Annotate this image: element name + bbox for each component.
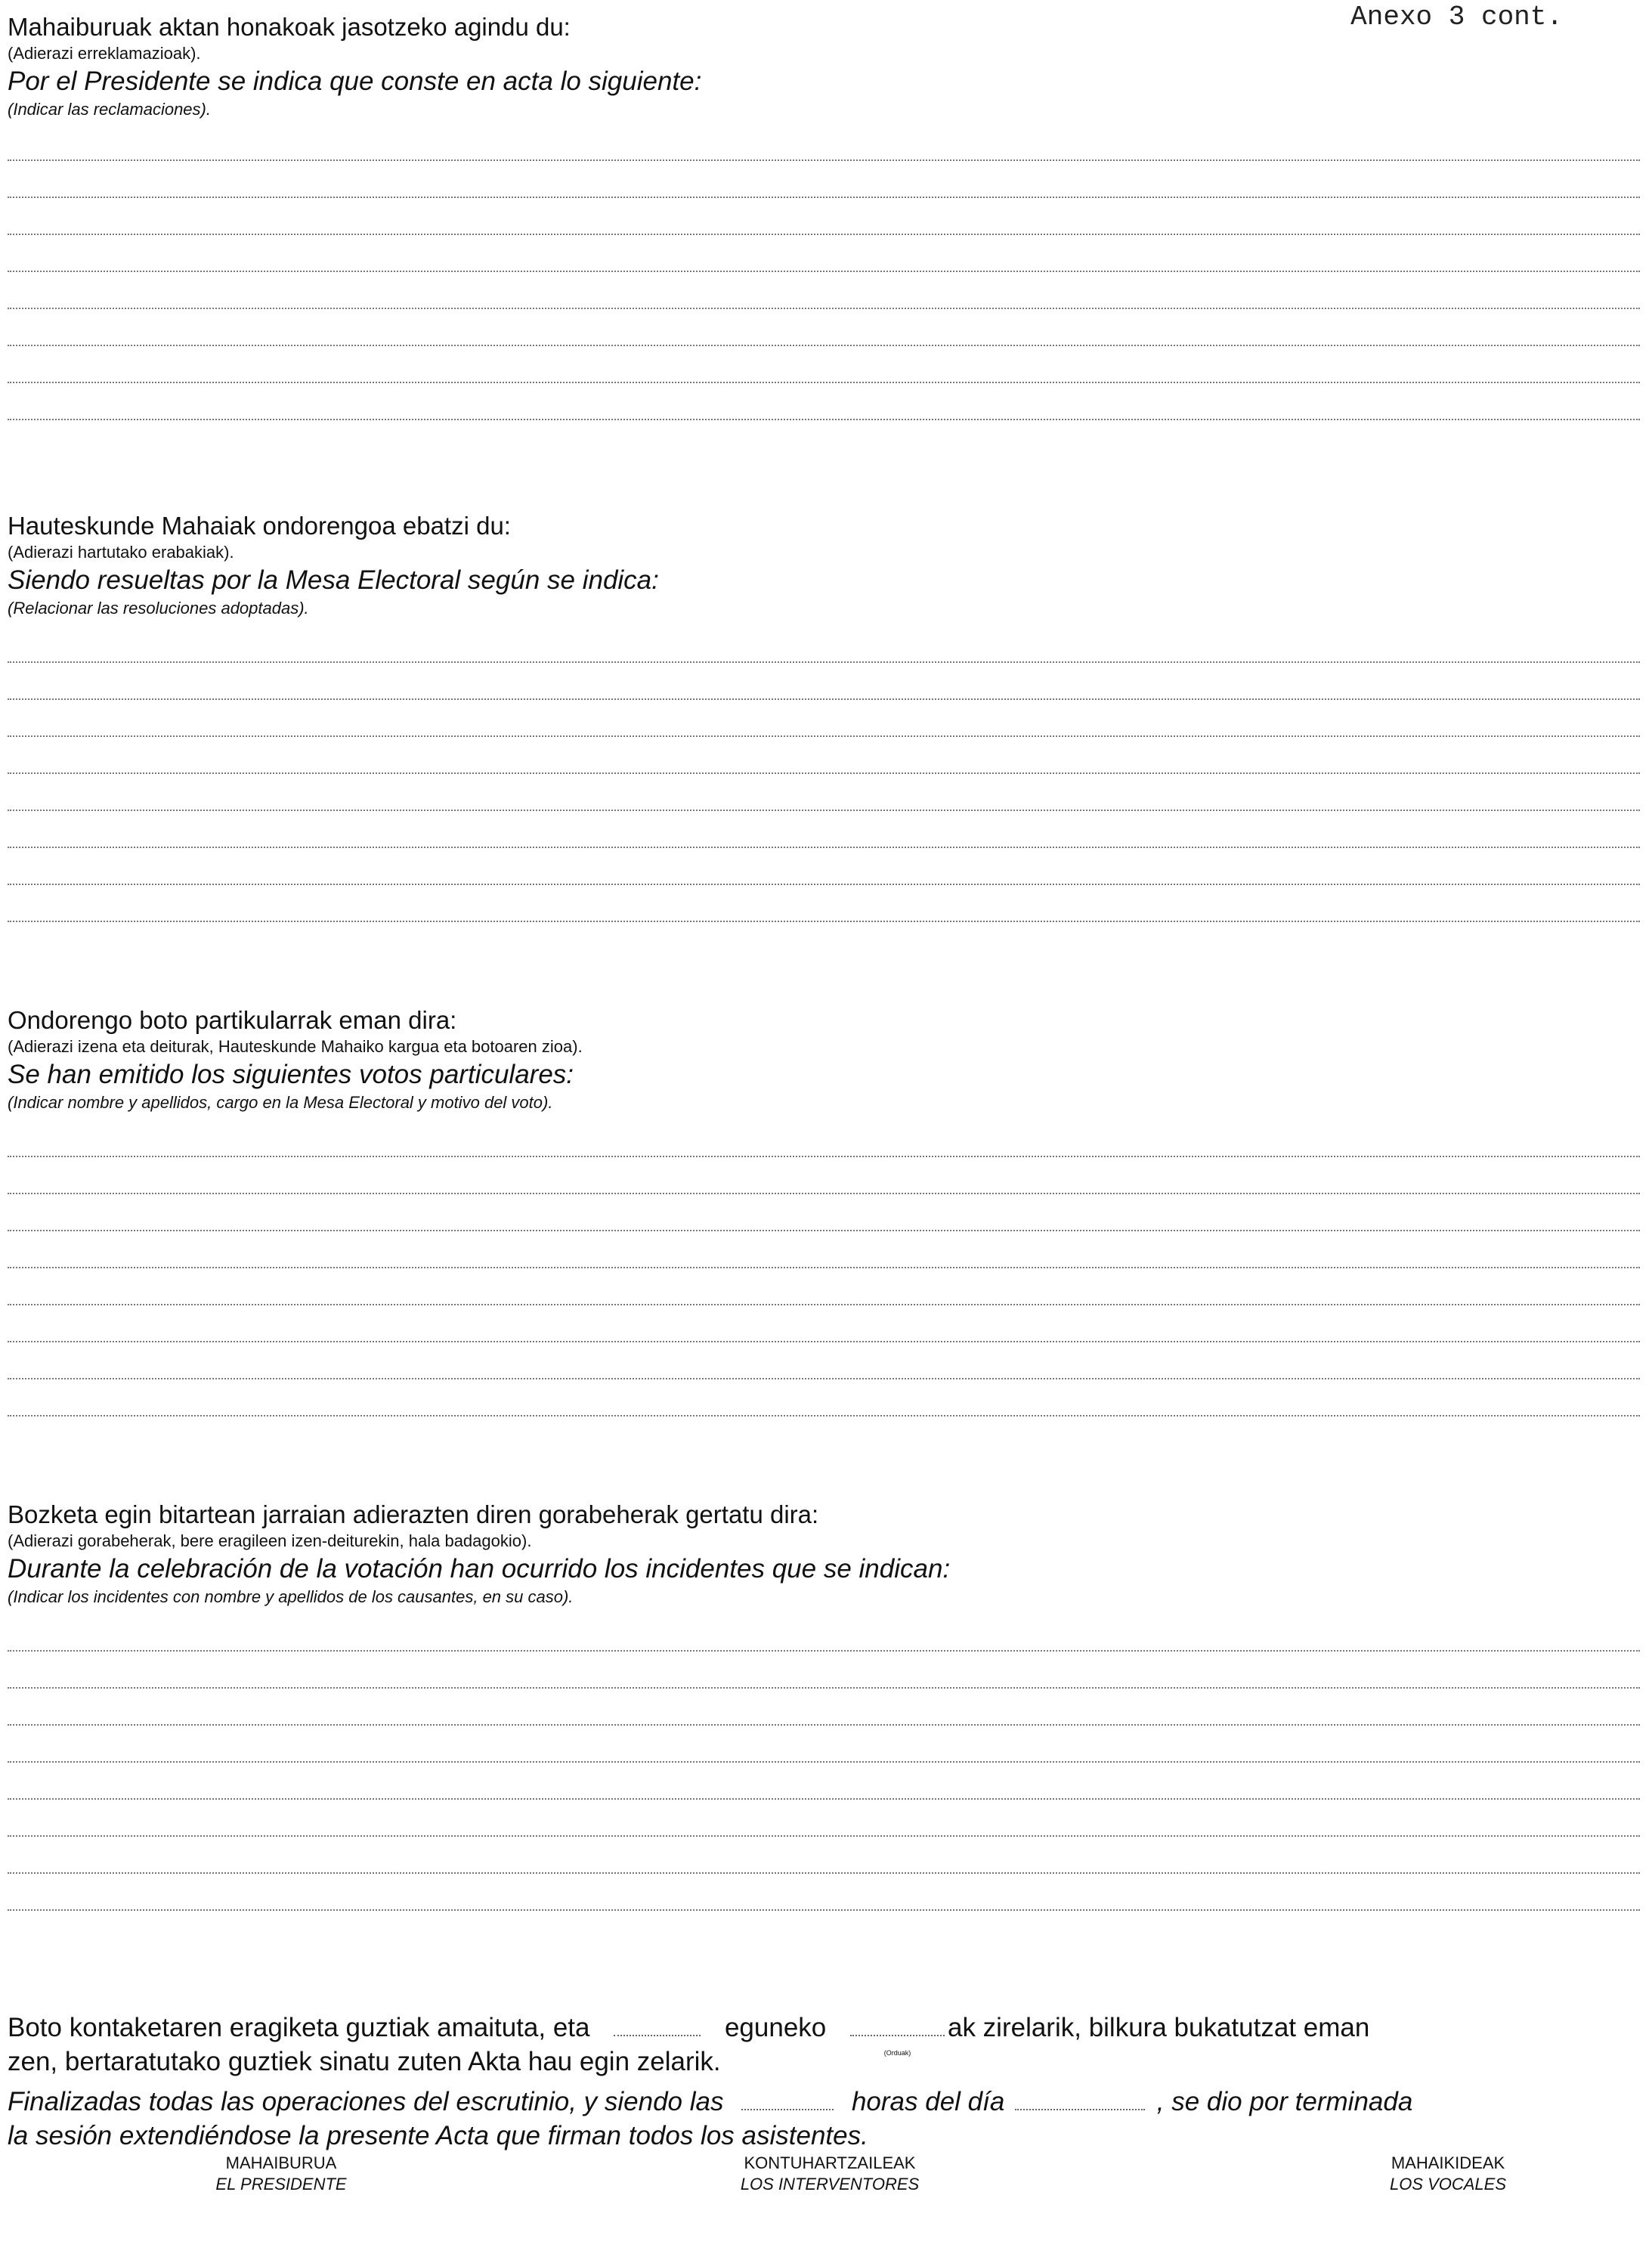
dotted-line[interactable] [8,848,1640,885]
dotted-line[interactable] [8,1305,1640,1342]
section-resoluciones [8,511,1640,922]
signature-interventores [679,2153,981,2195]
closing-eu-text2: eguneko [724,2013,827,2042]
dotted-line[interactable] [8,1763,1640,1800]
signature-eu: MAHAIBURUA [225,2153,337,2172]
dotted-line[interactable] [8,737,1640,774]
dotted-line[interactable] [8,1379,1640,1416]
dotted-line[interactable] [8,1652,1640,1689]
heading-es: Durante la celebración de la votación han ocurrido los incidentes que se indican: [8,1554,951,1584]
dotted-line[interactable] [8,161,1640,198]
heading-es: Siendo resueltas por la Mesa Electoral según se indica: [8,565,659,595]
heading-eu: Bozketa egin bitartean jarraian adierazten diren gorabeherak gertatu dira: [8,1500,819,1528]
heading-eu: Ondorengo boto partikularrak eman dira: [8,1006,457,1034]
heading-es: Por el Presidente se indica que conste en acta lo siguiente: [8,67,702,96]
signature-es: LOS VOCALES [1389,2175,1507,2194]
closing-eu-text3: ak zirelarik, bilkura bukatutzat eman [947,2013,1370,2042]
note-es: (Indicar nombre y apellidos, cargo en la Mesa Electoral y motivo del voto). [8,1093,553,1112]
blank-field-day[interactable] [614,2027,701,2036]
dotted-line[interactable] [8,1268,1640,1305]
closing-eu-line2: zen, bertaratutako guztiek sinatu zuten Akta hau egin zelarik. [8,2047,721,2076]
section-reclamaciones [8,12,1640,420]
closing-eu-line1 [8,2011,1652,2057]
dotted-line[interactable] [8,1615,1640,1652]
dotted-line[interactable] [8,1120,1640,1157]
dotted-line[interactable] [8,198,1640,235]
note-eu: (Adierazi erreklamazioak). [8,44,201,63]
signature-eu: MAHAIKIDEAK [1391,2153,1505,2172]
dotted-line[interactable] [8,1874,1640,1911]
dotted-line[interactable] [8,1194,1640,1231]
closing-es-text3: , se dio por terminada [1156,2087,1413,2116]
dotted-line[interactable] [8,1231,1640,1268]
dotted-line[interactable] [8,1726,1640,1763]
note-es: (Indicar las reclamaciones). [8,100,211,119]
dotted-line[interactable] [8,700,1640,737]
dotted-line[interactable] [8,885,1640,922]
dotted-line[interactable] [8,383,1640,420]
signature-eu: KONTUHARTZAILEAK [744,2153,916,2172]
dotted-line[interactable] [8,1837,1640,1874]
dotted-line[interactable] [8,1342,1640,1379]
hours-caption: (Orduak) [883,2049,911,2057]
dotted-line[interactable] [8,235,1640,272]
note-eu: (Adierazi izena eta deiturak, Hauteskunde Mahaiko kargua eta botoaren zioa). [8,1037,583,1056]
blank-field-dia[interactable] [1015,2101,1145,2110]
blank-field-hours[interactable] [850,2027,945,2057]
dotted-line[interactable] [8,309,1640,346]
dotted-line[interactable] [8,663,1640,700]
section-incidentes [8,1500,1640,1911]
dotted-line[interactable] [8,1689,1640,1726]
note-eu: (Adierazi hartutako erabakiak). [8,543,234,562]
closing-es-text1: Finalizadas todas las operaciones del escrutinio, y siendo las [8,2087,724,2116]
heading-es: Se han emitido los siguientes votos particulares: [8,1060,574,1089]
dotted-line[interactable] [8,272,1640,309]
closing-eu-text1: Boto kontaketaren eragiketa guztiak amaituta, eta [8,2013,590,2042]
signature-es: EL PRESIDENTE [215,2175,347,2194]
writing-lines[interactable] [8,1615,1640,1911]
signature-es: LOS INTERVENTORES [740,2175,920,2194]
annex-label: Anexo 3 cont. [1350,2,1563,33]
note-eu: (Adierazi gorabeherak, bere eragileen izen-deiturekin, hala badagokio). [8,1531,532,1550]
heading-eu: Mahaiburuak aktan honakoak jasotzeko agindu du: [8,13,571,41]
closing-es-line1 [8,2085,1652,2119]
dotted-line[interactable] [8,1157,1640,1194]
dotted-line[interactable] [8,626,1640,663]
dotted-line[interactable] [8,774,1640,811]
writing-lines[interactable] [8,1120,1640,1416]
closing-es-line2: la sesión extendiéndose la presente Acta que firman todos los asistentes. [8,2121,868,2150]
section-votos-particulares [8,1005,1640,1416]
signature-block [0,2153,1652,2198]
heading-eu: Hauteskunde Mahaiak ondorengoa ebatzi du: [8,512,511,540]
blank-field-horas[interactable] [741,2101,834,2110]
writing-lines[interactable] [8,124,1640,420]
dotted-line[interactable] [8,124,1640,161]
closing-paragraph [8,2011,1652,2153]
note-es: (Indicar los incidentes con nombre y apellidos de los causantes, en su caso). [8,1587,574,1606]
writing-lines[interactable] [8,626,1640,922]
closing-es-text2: horas del día [851,2087,1005,2116]
dotted-line[interactable] [8,811,1640,848]
signature-vocales [1335,2153,1561,2195]
dotted-line[interactable] [8,1800,1640,1837]
note-es: (Relacionar las resoluciones adoptadas). [8,599,309,618]
signature-president [168,2153,394,2195]
dotted-line[interactable] [8,346,1640,383]
